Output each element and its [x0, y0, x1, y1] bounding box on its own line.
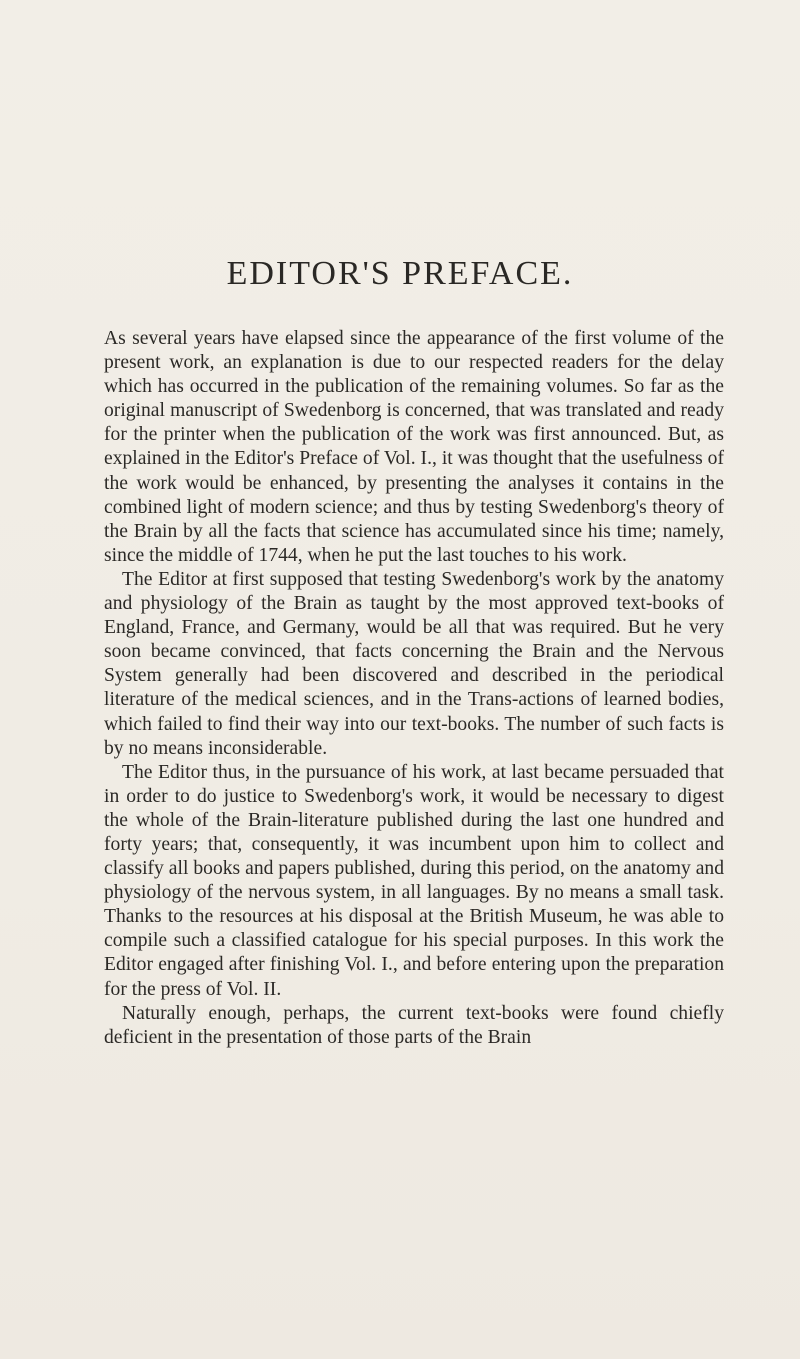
- paragraph-1: As several years have elapsed since the appearance of the first volume of the present work, an explanation is due to our respected readers for the delay which has occurred in the publication of the remaining volumes. So far as the original manuscript of Swedenborg is concerned, that was translated and ready for the printer when the publication of the work was first announced. But, as explained in the Editor's Preface of Vol. I., it was thought that the usefulness of the work would be enhanced, by presenting the analyses it contains in the combined light of modern science; and thus by testing Swedenborg's theory of the Brain by all the facts that science has accumulated since his time; namely, since the middle of 1744, when he put the last touches to his work.: [104, 328, 724, 566]
- paragraph-4: Naturally enough, perhaps, the current text-books were found chiefly deficient in the presentation of those parts of the Brain: [104, 1002, 724, 1048]
- page-title: EDITOR'S PREFACE.: [226, 255, 574, 292]
- paragraph-2: The Editor at first supposed that testing Swedenborg's work by the anatomy and physiology of the Brain as taught by the most approved text-books of England, France, and Germany, would be all that was required. But he very soon became convinced, that facts concerning the Brain and the Nervous System generally had been discovered and described in the periodical literature of the medical sciences, and in the Trans-actions of learned bodies, which failed to find their way into our text-books. The number of such facts is by no means inconsiderable.: [104, 568, 724, 759]
- paragraph-3: The Editor thus, in the pursuance of his work, at last became persuaded that in order to do justice to Swedenborg's work, it would be necessary to digest the whole of the Brain-literature published during the last one hundred and forty years; that, consequently, it was incumbent upon him to collect and classify all books and papers published, during this period, on the anatomy and physiology of the nervous system, in all languages. By no means a small task. Thanks to the resources at his disposal at the British Museum, he was able to compile such a classified catalogue for his special purposes. In this work the Editor engaged after finishing Vol. I., and before entering upon the preparation for the press of Vol. II.: [104, 761, 724, 1000]
- preface-body: [104, 327, 724, 1050]
